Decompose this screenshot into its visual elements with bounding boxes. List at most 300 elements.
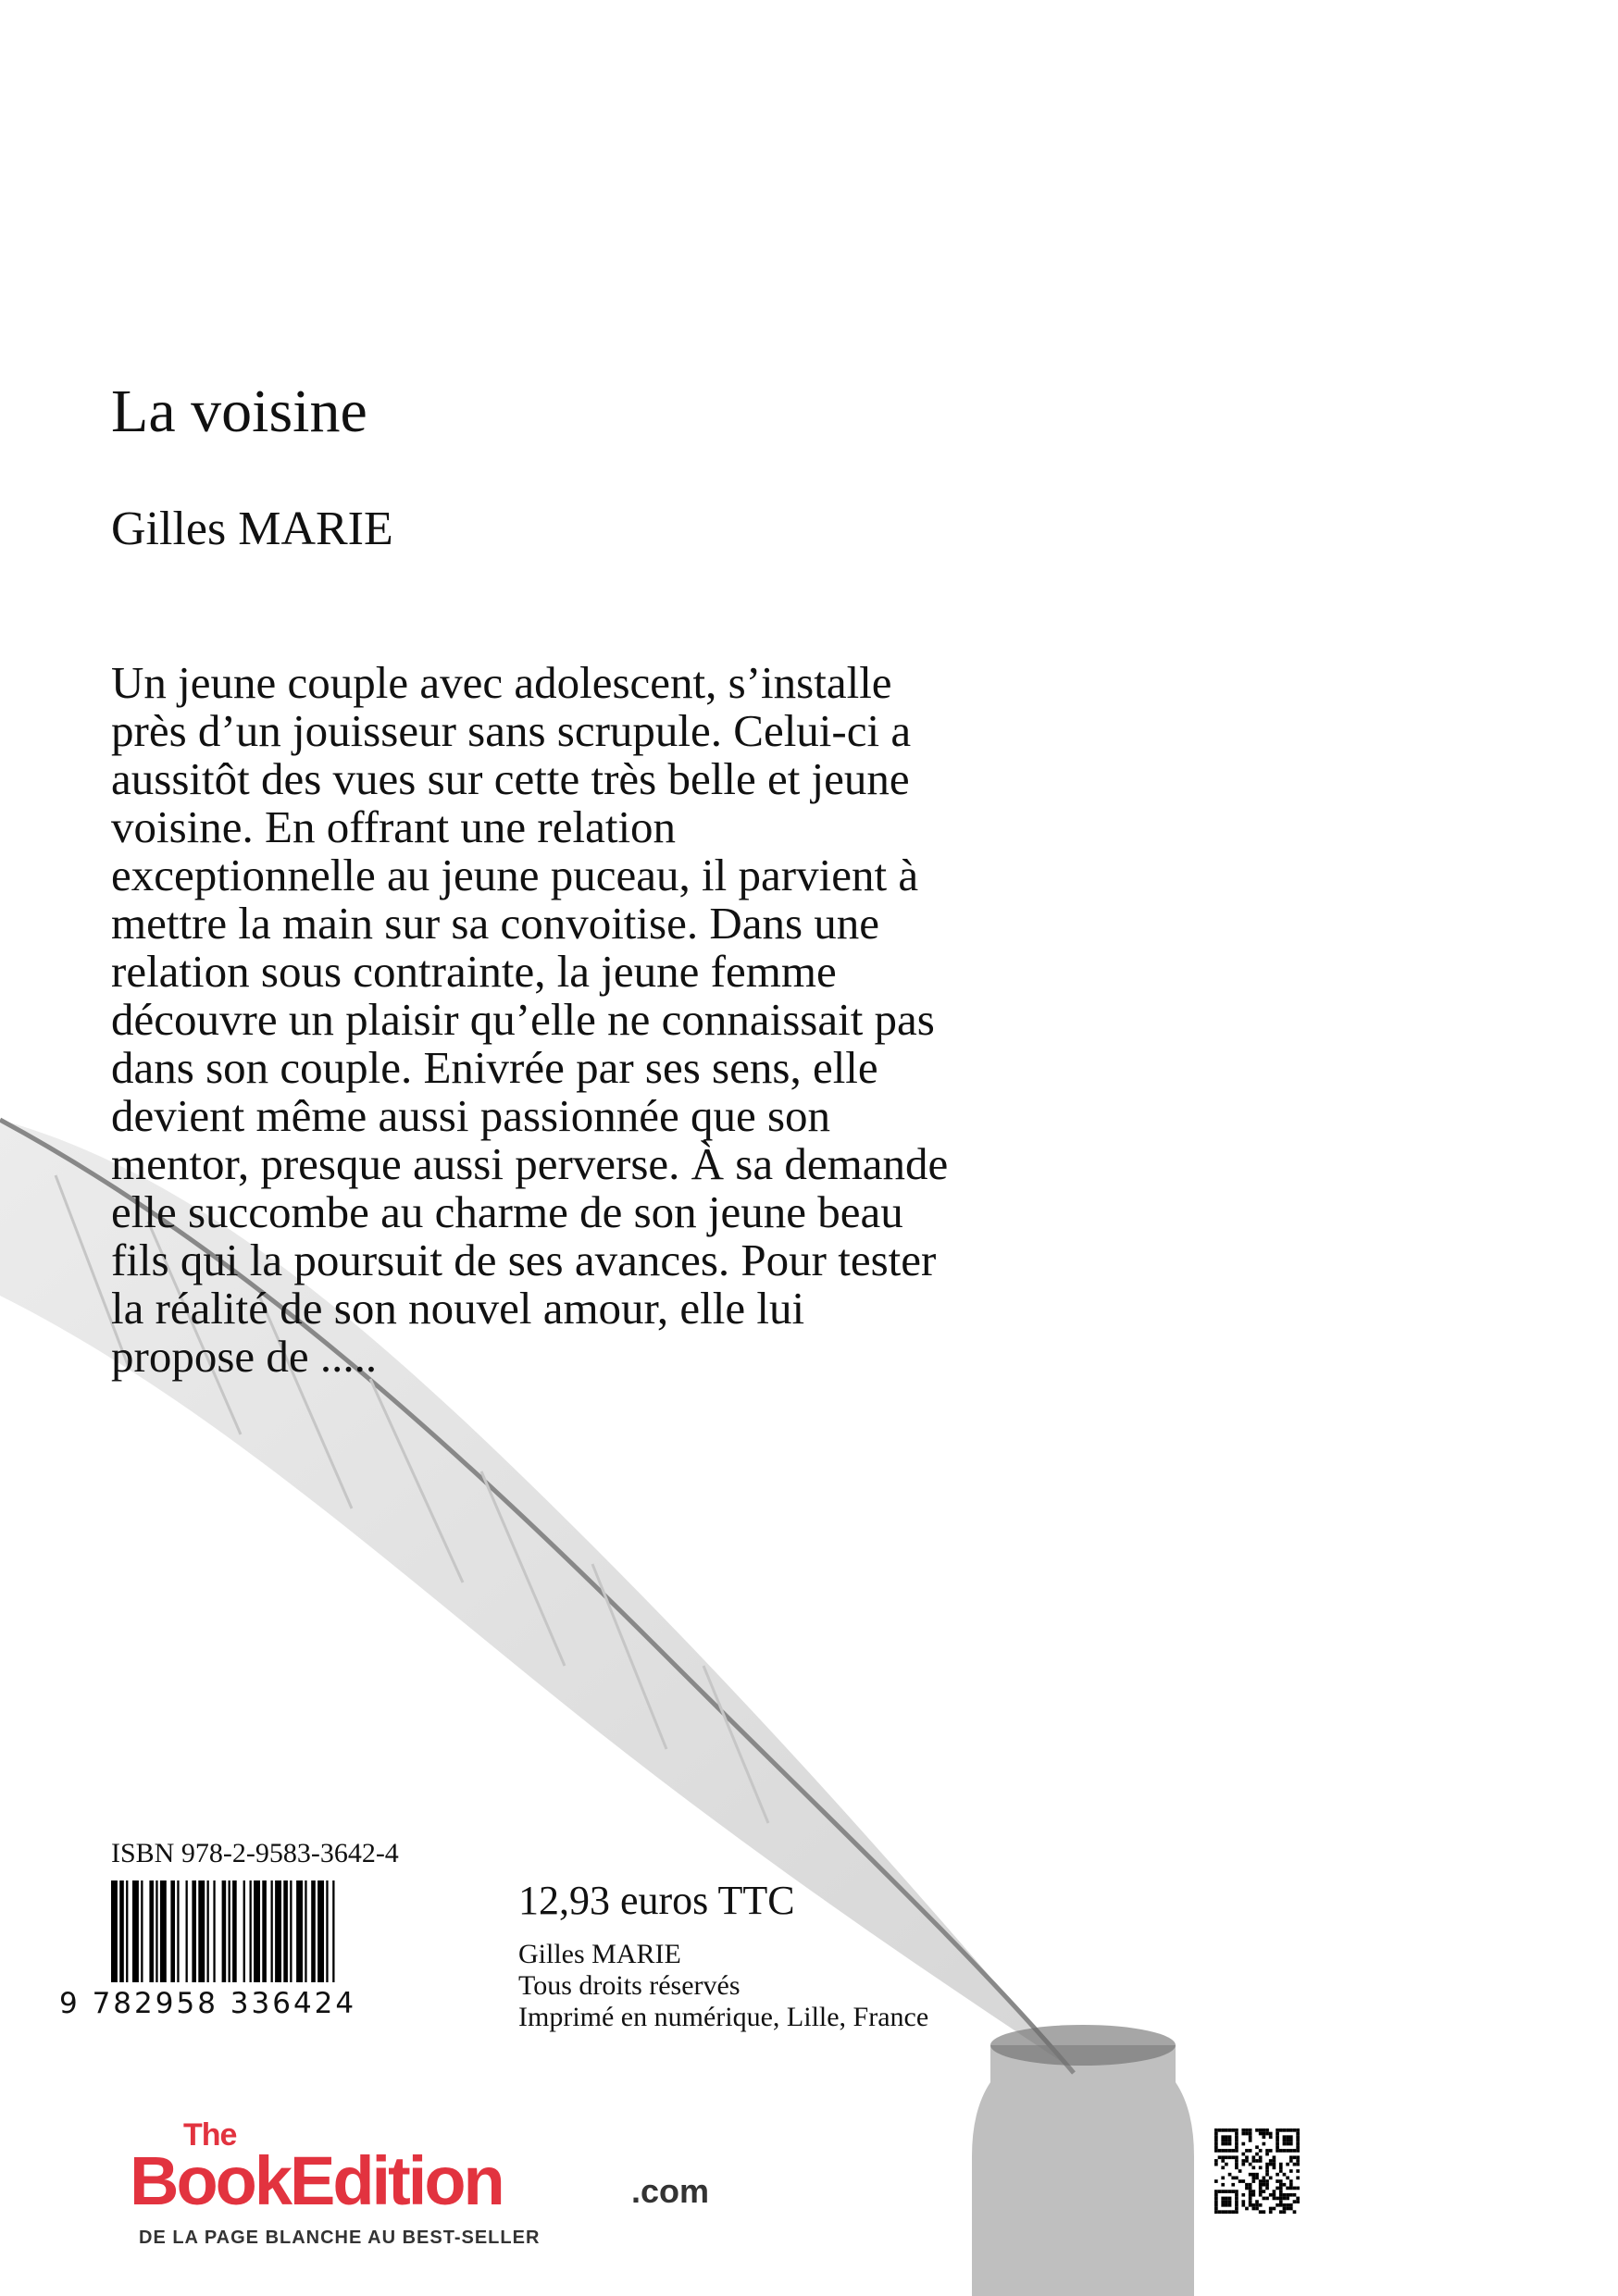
qr-module <box>1283 2135 1287 2139</box>
qr-module <box>1228 2197 1232 2201</box>
barcode-bar <box>198 1880 205 1982</box>
qr-module <box>1296 2135 1300 2139</box>
qr-module <box>1214 2159 1218 2163</box>
qr-module <box>1214 2135 1218 2139</box>
qr-module <box>1214 2200 1218 2203</box>
qr-module <box>1235 2166 1238 2169</box>
qr-module <box>1245 2149 1249 2153</box>
qr-module <box>1225 2203 1228 2207</box>
barcode-bar <box>326 1880 328 1982</box>
qr-module <box>1286 2197 1289 2201</box>
qr-module <box>1235 2163 1238 2166</box>
qr-module <box>1221 2203 1225 2207</box>
qr-module <box>1289 2155 1293 2159</box>
qr-module <box>1225 2190 1228 2193</box>
qr-module <box>1241 2132 1245 2136</box>
qr-module <box>1221 2183 1225 2187</box>
qr-module <box>1241 2200 1245 2203</box>
qr-module <box>1279 2190 1283 2193</box>
qr-module <box>1289 2128 1293 2132</box>
qr-module <box>1273 2190 1276 2193</box>
qr-module <box>1221 2200 1225 2203</box>
qr-module <box>1269 2135 1273 2139</box>
qr-module <box>1235 2197 1238 2201</box>
qr-module <box>1214 2210 1218 2214</box>
qr-module <box>1286 2187 1289 2191</box>
qr-module <box>1286 2139 1289 2142</box>
qr-module <box>1245 2155 1249 2159</box>
qr-module <box>1235 2207 1238 2211</box>
qr-module <box>1225 2142 1228 2146</box>
qr-module <box>1228 2149 1232 2153</box>
price: 12,93 euros TTC <box>518 1878 795 1923</box>
qr-module <box>1235 2128 1238 2132</box>
qr-module <box>1263 2210 1266 2214</box>
qr-module <box>1296 2145 1300 2149</box>
barcode-bar <box>317 1880 324 1982</box>
qr-module <box>1273 2155 1276 2159</box>
qr-module <box>1251 2159 1255 2163</box>
qr-module <box>1249 2197 1252 2201</box>
qr-module <box>1235 2142 1238 2146</box>
qr-module <box>1235 2145 1238 2149</box>
qr-module <box>1228 2128 1232 2132</box>
qr-module <box>1235 2193 1238 2197</box>
qr-module <box>1296 2132 1300 2136</box>
qr-module <box>1273 2166 1276 2169</box>
qr-module <box>1249 2128 1252 2132</box>
qr-module <box>1251 2207 1255 2211</box>
qr-module <box>1276 2142 1279 2146</box>
barcode-bar <box>149 1880 154 1982</box>
qr-module <box>1265 2179 1269 2183</box>
qr-module <box>1293 2149 1297 2153</box>
author-name: Gilles MARIE <box>111 503 393 555</box>
barcode-icon <box>111 1880 454 1982</box>
qr-module <box>1225 2210 1228 2214</box>
qr-module <box>1296 2187 1300 2191</box>
qr-module <box>1225 2135 1228 2139</box>
qr-module <box>1235 2149 1238 2153</box>
qr-module <box>1225 2197 1228 2201</box>
qr-module <box>1251 2173 1255 2177</box>
qr-module <box>1296 2139 1300 2142</box>
qr-module <box>1231 2128 1235 2132</box>
barcode-bar <box>262 1880 267 1982</box>
publication-info <box>518 1939 928 2033</box>
qr-module <box>1235 2139 1238 2142</box>
qr-module <box>1221 2159 1225 2163</box>
qr-module <box>1283 2139 1287 2142</box>
qr-module <box>1286 2135 1289 2139</box>
qr-module <box>1279 2203 1283 2207</box>
qr-module <box>1289 2169 1293 2173</box>
qr-module <box>1235 2203 1238 2207</box>
qr-module <box>1249 2173 1252 2177</box>
barcode-bar <box>222 1880 227 1982</box>
qr-module <box>1259 2149 1263 2153</box>
barcode-bar <box>170 1880 175 1982</box>
qr-module <box>1214 2203 1218 2207</box>
logo-the: The <box>183 2117 237 2153</box>
qr-module <box>1259 2187 1263 2191</box>
qr-module <box>1293 2210 1297 2214</box>
qr-module <box>1214 2145 1218 2149</box>
qr-module <box>1221 2142 1225 2146</box>
qr-module <box>1245 2128 1249 2132</box>
barcode-bar <box>111 1880 118 1982</box>
qr-module <box>1241 2193 1245 2197</box>
qr-module <box>1289 2183 1293 2187</box>
qr-module <box>1283 2183 1287 2187</box>
qr-module <box>1276 2179 1279 2183</box>
qr-module <box>1276 2145 1279 2149</box>
qr-module <box>1221 2128 1225 2132</box>
ink-bottle-icon <box>972 2025 1194 2296</box>
qr-module <box>1273 2163 1276 2166</box>
qr-module <box>1293 2128 1297 2132</box>
qr-module <box>1214 2142 1218 2146</box>
qr-module <box>1249 2135 1252 2139</box>
qr-module <box>1221 2135 1225 2139</box>
qr-module <box>1296 2169 1300 2173</box>
qr-module <box>1214 2179 1218 2183</box>
qr-module <box>1259 2159 1263 2163</box>
qr-module <box>1228 2200 1232 2203</box>
qr-module <box>1255 2145 1259 2149</box>
barcode-bar <box>250 1880 252 1982</box>
qr-module <box>1276 2135 1279 2139</box>
qr-module <box>1255 2203 1259 2207</box>
isbn-label: ISBN 978-2-9583-3642-4 <box>111 1838 399 1868</box>
qr-module <box>1283 2128 1287 2132</box>
qr-module <box>1241 2128 1245 2132</box>
qr-module <box>1241 2142 1245 2146</box>
qr-module <box>1279 2200 1283 2203</box>
qr-module <box>1221 2149 1225 2153</box>
qr-module <box>1259 2155 1263 2159</box>
qr-module <box>1279 2197 1283 2201</box>
barcode-bar <box>160 1880 167 1982</box>
qr-module <box>1293 2163 1297 2166</box>
qr-module <box>1251 2179 1255 2183</box>
qr-module <box>1296 2197 1300 2201</box>
qr-module <box>1214 2132 1218 2136</box>
qr-module <box>1228 2142 1232 2146</box>
qr-module <box>1255 2207 1259 2211</box>
qr-module <box>1269 2163 1273 2166</box>
qr-module <box>1263 2142 1266 2146</box>
logo-tagline: DE LA PAGE BLANCHE AU BEST-SELLER <box>139 2228 541 2248</box>
qr-module <box>1263 2190 1266 2193</box>
qr-module <box>1293 2187 1297 2191</box>
qr-module <box>1225 2128 1228 2132</box>
qr-module <box>1218 2190 1222 2193</box>
qr-module <box>1249 2200 1252 2203</box>
qr-module <box>1289 2207 1293 2211</box>
qr-module <box>1293 2200 1297 2203</box>
qr-module <box>1286 2128 1289 2132</box>
qr-module <box>1279 2179 1283 2183</box>
qr-module <box>1221 2139 1225 2142</box>
qr-module <box>1286 2203 1289 2207</box>
qr-module <box>1231 2183 1235 2187</box>
qr-module <box>1245 2183 1249 2187</box>
barcode-bar <box>207 1880 209 1982</box>
qr-module <box>1265 2163 1269 2166</box>
qr-module <box>1249 2139 1252 2142</box>
qr-module <box>1289 2149 1293 2153</box>
qr-module <box>1259 2183 1263 2187</box>
qr-module <box>1279 2210 1283 2214</box>
qr-module <box>1228 2155 1232 2159</box>
qr-module <box>1249 2193 1252 2197</box>
qr-module <box>1279 2163 1283 2166</box>
barcode-bar <box>271 1880 273 1982</box>
qr-module <box>1235 2132 1238 2136</box>
qr-module <box>1296 2200 1300 2203</box>
qr-module <box>1225 2200 1228 2203</box>
qr-module <box>1228 2203 1232 2207</box>
qr-module <box>1249 2187 1252 2191</box>
qr-module <box>1251 2190 1255 2193</box>
qr-module <box>1279 2187 1283 2191</box>
qr-module <box>1296 2149 1300 2153</box>
qr-module <box>1251 2203 1255 2207</box>
qr-module <box>1263 2179 1266 2183</box>
book-title: La voisine <box>111 378 367 445</box>
qr-module <box>1269 2177 1273 2180</box>
qr-module <box>1249 2149 1252 2153</box>
qr-module <box>1263 2177 1266 2180</box>
qr-module <box>1279 2128 1283 2132</box>
qr-module <box>1279 2149 1283 2153</box>
qr-module <box>1269 2159 1273 2163</box>
qr-module <box>1231 2177 1235 2180</box>
qr-module <box>1221 2177 1225 2180</box>
qr-module <box>1276 2149 1279 2153</box>
qr-module <box>1225 2149 1228 2153</box>
qr-module <box>1276 2203 1279 2207</box>
qr-module <box>1214 2193 1218 2197</box>
qr-module <box>1269 2149 1273 2153</box>
qr-module <box>1279 2183 1283 2187</box>
qr-module <box>1218 2149 1222 2153</box>
qr-module <box>1296 2163 1300 2166</box>
qr-module <box>1231 2210 1235 2214</box>
qr-module <box>1273 2193 1276 2197</box>
qr-module <box>1289 2187 1293 2191</box>
info-author: Gilles MARIE <box>518 1939 681 1969</box>
qr-module <box>1276 2132 1279 2136</box>
qr-module <box>1293 2155 1297 2159</box>
qr-module <box>1259 2128 1263 2132</box>
logo-name: BookEdition <box>130 2142 503 2219</box>
qr-module <box>1289 2179 1293 2183</box>
qr-module <box>1228 2173 1232 2177</box>
qr-module <box>1273 2159 1276 2163</box>
qr-module <box>1265 2153 1269 2156</box>
qr-module <box>1265 2149 1269 2153</box>
qr-module <box>1228 2139 1232 2142</box>
barcode-bar <box>254 1880 260 1982</box>
qr-module <box>1241 2203 1245 2207</box>
qr-module <box>1238 2169 1242 2173</box>
qr-module <box>1214 2139 1218 2142</box>
qr-module <box>1289 2139 1293 2142</box>
qr-module <box>1265 2187 1269 2191</box>
barcode-bar <box>126 1880 128 1982</box>
qr-module <box>1283 2149 1287 2153</box>
qr-module <box>1265 2169 1269 2173</box>
qr-module <box>1255 2173 1259 2177</box>
barcode-bar <box>332 1880 334 1982</box>
qr-module <box>1214 2207 1218 2211</box>
qr-module <box>1225 2163 1228 2166</box>
qr-module <box>1273 2207 1276 2211</box>
qr-module <box>1221 2210 1225 2214</box>
qr-module <box>1231 2190 1235 2193</box>
qr-module <box>1214 2149 1218 2153</box>
qr-module <box>1218 2210 1222 2214</box>
qr-module <box>1286 2193 1289 2197</box>
qr-module <box>1286 2163 1289 2166</box>
qr-module <box>1265 2173 1269 2177</box>
qr-module <box>1283 2173 1287 2177</box>
qr-module <box>1255 2128 1259 2132</box>
qr-module <box>1283 2142 1287 2146</box>
qr-module <box>1218 2128 1222 2132</box>
qr-module <box>1241 2153 1245 2156</box>
qr-module <box>1296 2142 1300 2146</box>
qr-module <box>1225 2139 1228 2142</box>
qr-module <box>1221 2155 1225 2159</box>
qr-module <box>1259 2193 1263 2197</box>
barcode-bar <box>132 1880 139 1982</box>
qr-module <box>1276 2139 1279 2142</box>
barcode-bar <box>192 1880 196 1982</box>
barcode-digits: 9 782958 336424 <box>59 1987 357 2020</box>
qr-module <box>1286 2177 1289 2180</box>
barcode-bar <box>213 1880 215 1982</box>
qr-module <box>1235 2155 1238 2159</box>
qr-module <box>1279 2193 1283 2197</box>
qr-module <box>1255 2200 1259 2203</box>
qr-module <box>1283 2197 1287 2201</box>
qr-module <box>1263 2132 1266 2136</box>
barcode-bar <box>141 1880 143 1982</box>
qr-module <box>1263 2135 1266 2139</box>
qr-module <box>1238 2179 1242 2183</box>
qr-module <box>1296 2177 1300 2180</box>
qr-module <box>1259 2132 1263 2136</box>
qr-module <box>1283 2193 1287 2197</box>
qr-module <box>1289 2203 1293 2207</box>
qr-module <box>1259 2166 1263 2169</box>
qr-module <box>1289 2142 1293 2146</box>
qr-module <box>1235 2159 1238 2163</box>
qr-module <box>1255 2159 1259 2163</box>
qr-module <box>1263 2197 1266 2201</box>
qr-module <box>1259 2210 1263 2214</box>
qr-module <box>1251 2193 1255 2197</box>
barcode-bar <box>311 1880 316 1982</box>
qr-module <box>1214 2190 1218 2193</box>
qr-module <box>1245 2132 1249 2136</box>
qr-module <box>1241 2163 1245 2166</box>
qr-code-icon <box>1214 2128 1300 2214</box>
qr-module <box>1235 2177 1238 2180</box>
barcode-bar <box>156 1880 157 1982</box>
qr-module <box>1283 2210 1287 2214</box>
qr-module <box>1276 2197 1279 2201</box>
qr-module <box>1289 2159 1293 2163</box>
qr-module <box>1214 2197 1218 2201</box>
qr-module <box>1231 2149 1235 2153</box>
barcode-bar <box>229 1880 230 1982</box>
qr-module <box>1265 2183 1269 2187</box>
qr-module <box>1269 2132 1273 2136</box>
qr-module <box>1279 2169 1283 2173</box>
qr-module <box>1265 2128 1269 2132</box>
qr-module <box>1235 2210 1238 2214</box>
qr-module <box>1269 2207 1273 2211</box>
qr-module <box>1263 2183 1266 2187</box>
qr-module <box>1289 2193 1293 2197</box>
qr-module <box>1245 2207 1249 2211</box>
qr-module <box>1296 2155 1300 2159</box>
qr-module <box>1245 2159 1249 2163</box>
qr-module <box>1283 2207 1287 2211</box>
qr-module <box>1259 2203 1263 2207</box>
barcode-bar <box>119 1880 124 1982</box>
qr-module <box>1249 2132 1252 2136</box>
barcode-bar <box>186 1880 188 1982</box>
barcode-bar <box>296 1880 303 1982</box>
qr-module <box>1286 2149 1289 2153</box>
qr-module <box>1249 2163 1252 2166</box>
barcode-bar <box>177 1880 179 1982</box>
barcode-bar <box>283 1880 288 1982</box>
barcode-bar <box>243 1880 245 1982</box>
qr-module <box>1289 2135 1293 2139</box>
logo-domain: .com <box>631 2172 710 2210</box>
qr-module <box>1276 2187 1279 2191</box>
qr-module <box>1241 2179 1245 2183</box>
qr-module <box>1221 2197 1225 2201</box>
qr-module <box>1214 2163 1218 2166</box>
qr-module <box>1249 2190 1252 2193</box>
qr-module <box>1221 2166 1225 2169</box>
qr-module <box>1273 2197 1276 2201</box>
qr-module <box>1265 2132 1269 2136</box>
publisher-logo <box>130 2117 710 2258</box>
qr-module <box>1269 2210 1273 2214</box>
info-rights: Tous droits réservés <box>518 1970 741 2001</box>
qr-module <box>1255 2177 1259 2180</box>
qr-module <box>1249 2183 1252 2187</box>
qr-module <box>1296 2159 1300 2163</box>
barcode-bar <box>232 1880 237 1982</box>
barcode-bar <box>290 1880 292 1982</box>
qr-module <box>1214 2128 1218 2132</box>
qr-module <box>1269 2193 1273 2197</box>
book-summary: Un jeune couple avec adolescent, s’installe près d’un jouisseur sans scrupule. Celui-ci a aussitôt des vues sur cette très belle et jeune voisine. En offrant une relation exceptionnelle au jeune puceau, il parvient à mettre la main sur sa convoitise. Dans une relation sous contrainte, la jeune femme découvre un plaisir qu’elle ne connaissait pas dans son couple. Enivrée par ses sens, elle devient même aussi passionnée que son mentor, presque aussi perverse. À sa demande elle succombe au charme de son jeune beau fils qui la poursuit de ses avances. Pour tester la réalité de son nouvel amour, elle lui propose de ..... <box>111 657 949 1382</box>
qr-module <box>1235 2200 1238 2203</box>
qr-module <box>1221 2190 1225 2193</box>
barcode-bar <box>275 1880 281 1982</box>
qr-module <box>1228 2210 1232 2214</box>
